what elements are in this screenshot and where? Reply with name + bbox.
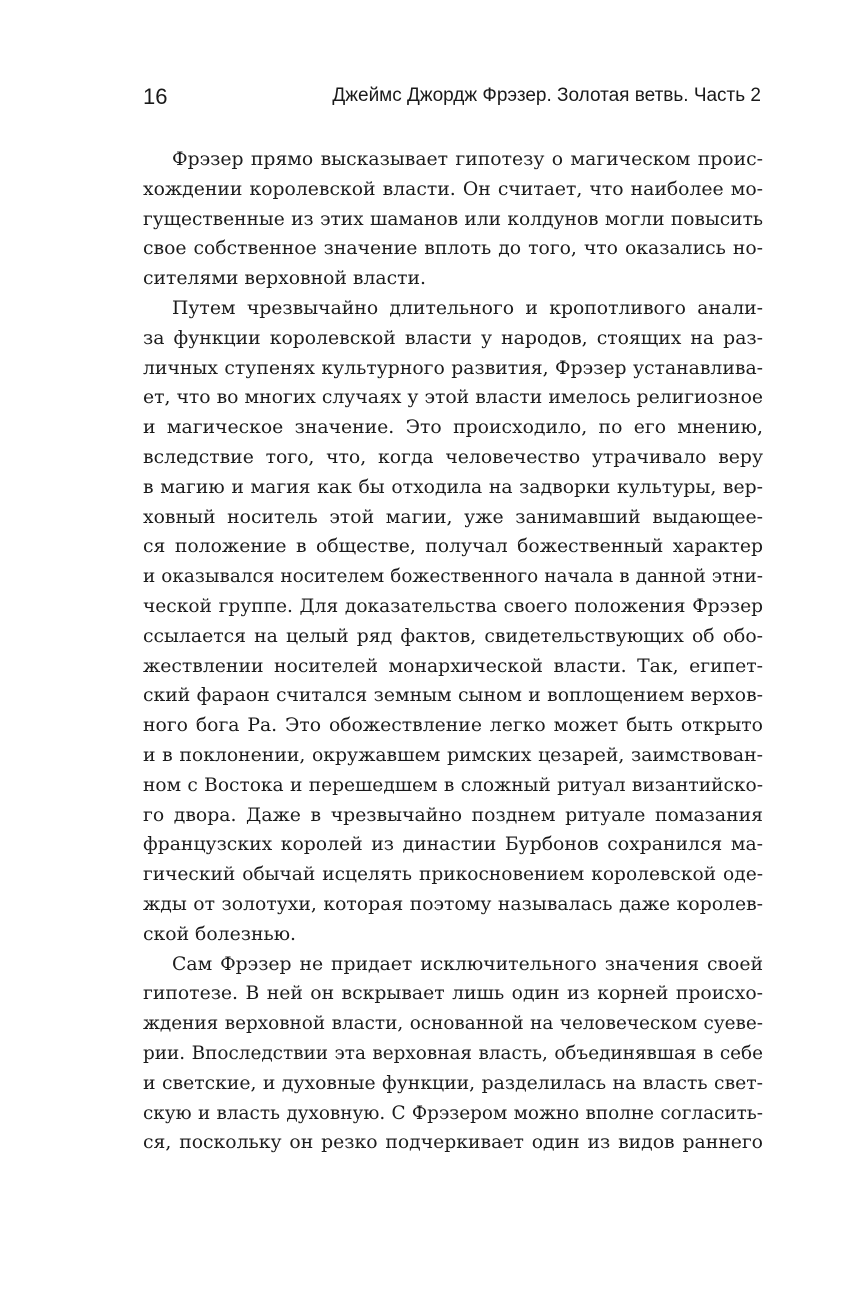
text-line: ного бога Ра. Это обожествление легко может быть открыто <box>143 715 763 737</box>
text-line: ховный носитель этой магии, уже занимавший выдающее- <box>143 506 763 528</box>
text-line: Сам Фрэзер не придает исключительного значения своей <box>172 953 763 975</box>
text-line: гущественные из этих шаманов или колдунов могли повысить <box>143 208 763 230</box>
text-line: Путем чрезвычайно длительного и кропотливого анали- <box>172 297 763 319</box>
text-line: ном с Востока и перешедшем в сложный ритуал византийско- <box>143 774 763 796</box>
text-line: хождении королевской власти. Он считает, что наиболее мо- <box>143 178 763 200</box>
body-text <box>143 145 763 1158</box>
text-line: жды от золотухи, которая поэтому называлась даже королев- <box>143 893 763 915</box>
text-line: ся, поскольку он резко подчеркивает один из видов раннего <box>143 1132 763 1154</box>
page-header <box>143 80 761 114</box>
text-line: вследствие того, что, когда человечество утрачивало веру <box>143 446 763 468</box>
text-line: французских королей из династии Бурбонов сохранился ма- <box>143 834 763 856</box>
text-line: гический обычай исцелять прикосновением королевской оде- <box>143 864 763 886</box>
text-line: рии. Впоследствии эта верховная власть, объединявшая в себе <box>143 1042 763 1064</box>
text-line: жествлении носителей монархической власти. Так, египет- <box>143 655 763 677</box>
text-line: ский фараон считался земным сыном и воплощением верхов- <box>143 685 763 707</box>
text-line: сителями верховной власти. <box>143 268 427 290</box>
text-line: скую и власть духовную. С Фрэзером можно вполне согласить- <box>143 1102 763 1124</box>
text-line: и магическое значение. Это происходило, по его мнению, <box>143 417 763 439</box>
text-line: гипотезе. В ней он вскрывает лишь один из корней происхо- <box>143 983 763 1005</box>
text-line: и оказывался носителем божественного начала в данной этни- <box>143 566 763 588</box>
text-line: ской болезнью. <box>143 923 297 945</box>
text-line: ждения верховной власти, основанной на человеческом суеве- <box>143 1013 763 1035</box>
text-line: ся положение в обществе, получал божественный характер <box>143 536 763 558</box>
running-title: Джеймс Джордж Фрэзер. Золотая ветвь. Часть 2 <box>332 85 761 106</box>
text-line: ссылается на целый ряд фактов, свидетельствующих об обо- <box>143 625 763 647</box>
text-line: и в поклонении, окружавшем римских цезарей, заимствован- <box>143 744 763 766</box>
text-line: Фрэзер прямо высказывает гипотезу о магическом проис- <box>172 149 763 170</box>
text-line: личных ступенях культурного развития, Фрэзер устанавлива- <box>143 357 763 379</box>
text-line: и светские, и духовные функции, разделилась на власть свет- <box>143 1072 763 1094</box>
text-line: го двора. Даже в чрезвычайно позднем ритуале помазания <box>143 804 763 826</box>
text-line: за функции королевской власти у народов, стоящих на раз- <box>143 327 763 349</box>
text-line: в магию и магия как бы отходила на задворки культуры, вер- <box>143 476 763 498</box>
text-line: ет, что во многих случаях у этой власти имелось религиозное <box>143 387 763 409</box>
page-number: 16 <box>143 84 168 109</box>
text-line: свое собственное значение вплоть до того, что оказались но- <box>143 238 763 260</box>
text-line: ческой группе. Для доказательства своего положения Фрэзер <box>143 595 763 617</box>
